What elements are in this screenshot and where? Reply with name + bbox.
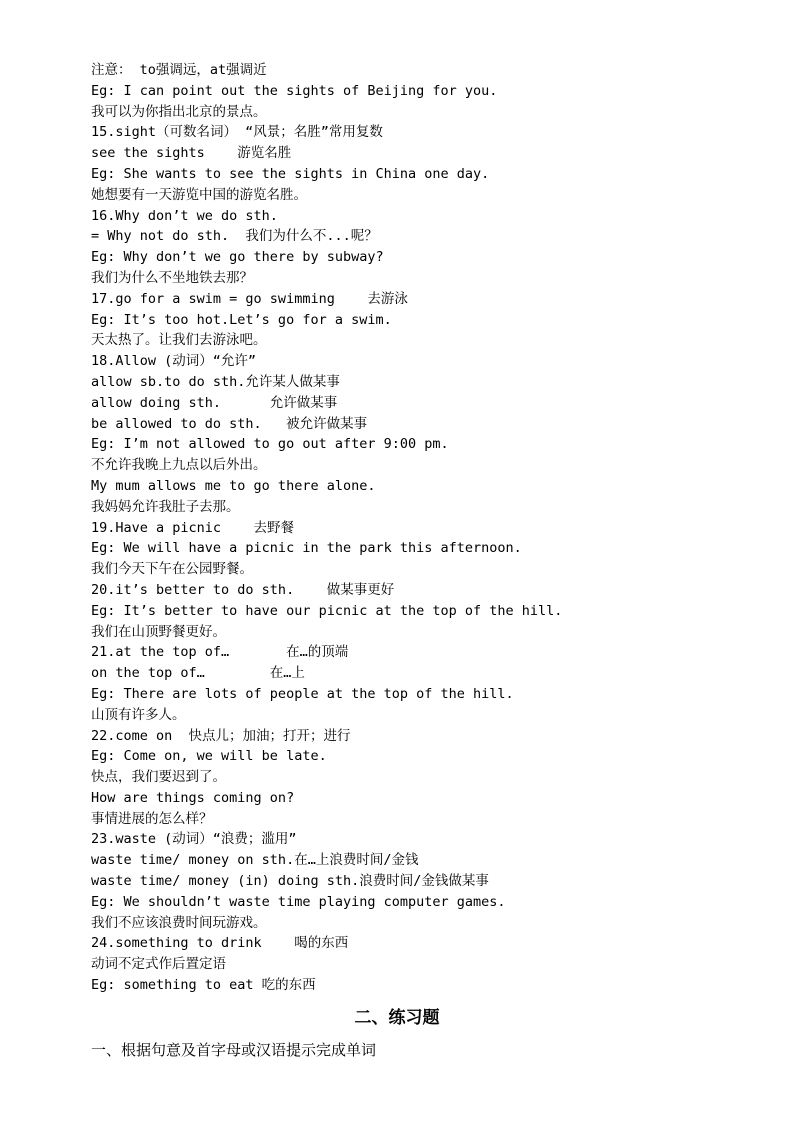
text-line: Eg: It’s better to have our picnic at the top of the hill. <box>91 602 563 619</box>
text-line: 我妈妈允许我肚子去那。 <box>91 498 240 515</box>
text-line: 我们今天下午在公园野餐。 <box>91 561 253 578</box>
text-line: 不允许我晚上九点以后外出。 <box>91 457 267 474</box>
text-line: My mum allows me to go there alone. <box>91 477 376 494</box>
text-line: Eg: Come on, we will be late. <box>91 748 327 765</box>
text-line: 动词不定式作后置定语 <box>91 956 226 973</box>
text-line: 15.sight（可数名词） “风景；名胜”常用复数 <box>91 124 383 141</box>
text-line: allow sb.to do sth.允许某人做某事 <box>91 373 340 390</box>
text-line: 注意： to强调远，at强调近 <box>91 62 267 78</box>
text-line: Eg: She wants to see the sights in China one day. <box>91 165 490 182</box>
text-line: = Why not do sth. 我们为什么不...呢？ <box>91 228 378 245</box>
text-line: Eg: I’m not allowed to go out after 9:00 pm. <box>91 436 449 453</box>
text-line: 天太热了。让我们去游泳吧。 <box>91 332 267 349</box>
text-line: Eg: Why don’t we go there by subway? <box>91 249 384 266</box>
text-line: allow doing sth. 允许做某事 <box>91 394 338 411</box>
text-line: 我们在山顶野餐更好。 <box>91 623 226 640</box>
text-line: 17.go for a swim = go swimming 去游泳 <box>91 290 408 307</box>
text-line: see the sights 游览名胜 <box>91 145 292 162</box>
text-line: 我们为什么不坐地铁去那？ <box>91 269 253 286</box>
text-line: 19.Have a picnic 去野餐 <box>91 519 295 536</box>
text-line: 她想要有一天游览中国的游览名胜。 <box>91 186 307 203</box>
text-line: Eg: There are lots of people at the top of the hill. <box>91 685 514 702</box>
text-line: waste time/ money (in) doing sth.浪费时间/金钱做某事 <box>91 873 489 890</box>
exercise-instruction: 一、根据句意及首字母或汉语提示完成单词 <box>91 1041 377 1059</box>
text-line: Eg: something to eat 吃的东西 <box>91 977 316 994</box>
text-line: 16.Why don’t we do sth. <box>91 207 278 224</box>
text-line: 我们不应该浪费时间玩游戏。 <box>91 914 267 931</box>
text-line: How are things coming on? <box>91 789 295 806</box>
text-line: 快点，我们要迟到了。 <box>91 769 226 786</box>
text-line: 20.it’s better to do sth. 做某事更好 <box>91 581 395 598</box>
text-line: Eg: It’s too hot.Let’s go for a swim. <box>91 311 392 328</box>
text-line: 23.waste (动词）“浪费；滥用” <box>91 831 297 848</box>
text-line: 21.at the top of… 在…的顶端 <box>91 644 349 661</box>
text-line: 24.something to drink 喝的东西 <box>91 935 349 952</box>
text-line: 事情进展的怎么样？ <box>91 810 213 827</box>
text-line: Eg: I can point out the sights of Beijing for you. <box>91 82 498 99</box>
text-line: waste time/ money on sth.在…上浪费时间/金钱 <box>91 852 419 869</box>
text-line: 18.Allow (动词）“允许” <box>91 353 257 370</box>
notes-body <box>91 60 731 996</box>
text-line: Eg: We shouldn’t waste time playing computer games. <box>91 893 506 910</box>
text-line: 山顶有许多人。 <box>91 706 186 723</box>
text-line: be allowed to do sth. 被允许做某事 <box>91 415 368 432</box>
text-line: 我可以为你指出北京的景点。 <box>91 103 267 120</box>
text-line: 22.come on 快点儿；加油；打开；进行 <box>91 727 351 744</box>
text-line: on the top of… 在…上 <box>91 665 305 682</box>
text-line: Eg: We will have a picnic in the park this afternoon. <box>91 540 522 557</box>
section-title: 二、练习题 <box>354 1008 440 1028</box>
